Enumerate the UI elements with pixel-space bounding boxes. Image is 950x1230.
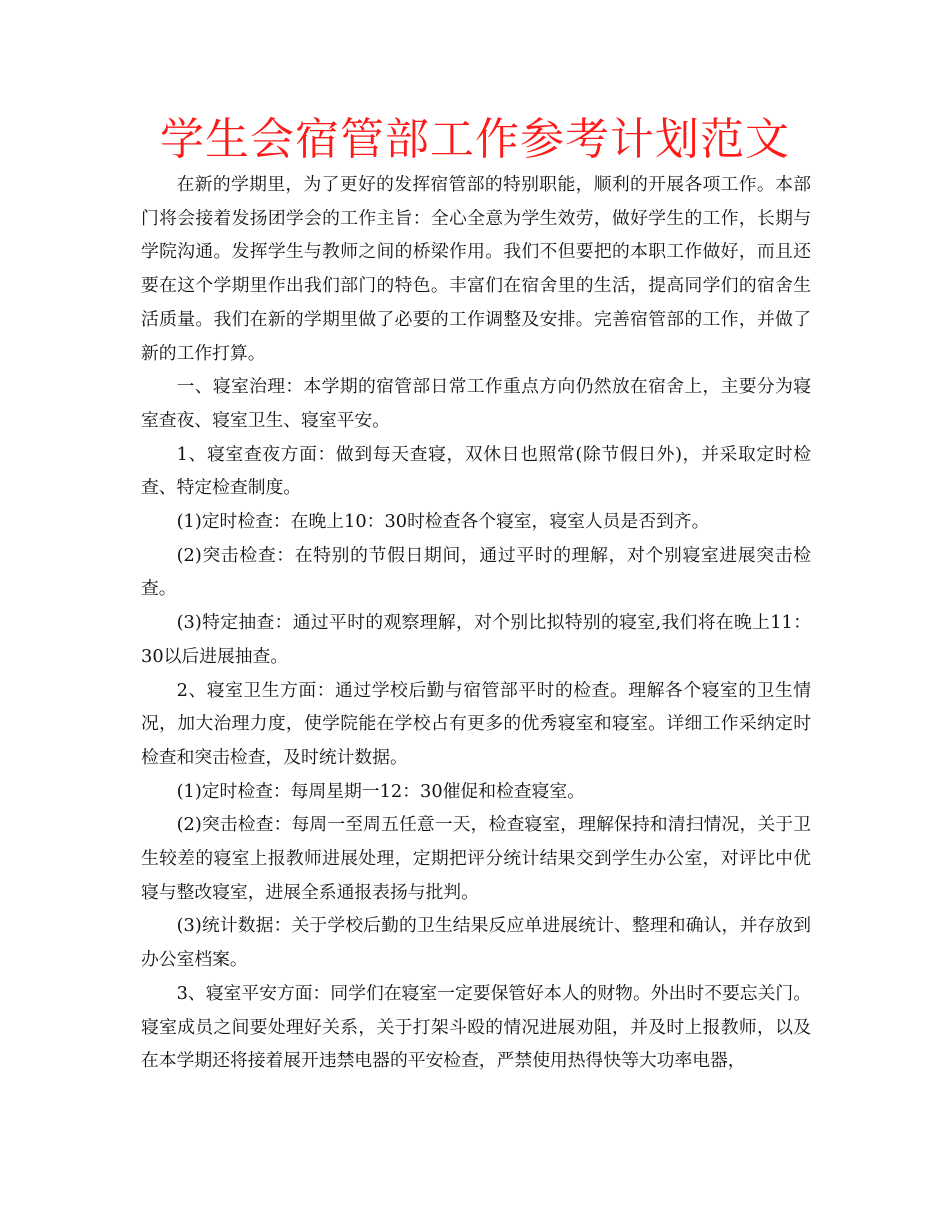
document-body — [141, 168, 811, 1078]
paragraph-item-1-2: (2)突击检查：在特别的节假日期间，通过平时的理解，对个别寝室进展突击检查。 — [141, 544, 811, 600]
paragraph-item-1-1: (1)定时检查：在晚上10：30时检查各个寝室，寝室人员是否到齐。 — [176, 511, 710, 533]
paragraph-section-1: 一、寝室治理：本学期的宿管部日常工作重点方向仍然放在宿舍上，主要分为寝室查夜、寝室卫生、寝室平安。 — [141, 376, 811, 431]
paragraph-item-2-3: (3)统计数据：关于学校后勤的卫生结果反应单进展统计、整理和确认，并存放到办公室档案。 — [141, 915, 811, 971]
paragraph-intro: 在新的学期里，为了更好的发挥宿管部的特别职能，顺利的开展各项工作。本部门将会接着发扬团学会的工作主旨：全心全意为学生效劳，做好学生的工作，长期与学院沟通。发挥学生与教师之间的桥梁作用。我们不但要把的本职工作做好，而且还要在这个学期里作出我们部门的特色。丰富们在宿舍里的生活，提高同学们的宿舍生活质量。我们在新的学期里做了必要的工作调整及安排。完善宿管部的工作，并做了新的工作打算。 — [141, 174, 811, 364]
document-title: 学生会宿管部工作参考计划范文 — [160, 114, 790, 165]
paragraph-item-2-1: (1)定时检查：每周星期一12：30催促和检查寝室。 — [176, 780, 585, 802]
paragraph-item-2: 2、寝室卫生方面：通过学校后勤与宿管部平时的检查。理解各个寝室的卫生情况，加大治理力度，使学院能在学校占有更多的优秀寝室和寝室。详细工作采纳定时检查和突击检查，及时统计数据。 — [141, 679, 811, 768]
paragraph-item-2-2: (2)突击检查：每周一至周五任意一天，检查寝室，理解保持和清扫情况，关于卫生较差的寝室上报教师进展处理，定期把评分统计结果交到学生办公室，对评比中优寝与整改寝室，进展全系通报表扬与批判。 — [141, 814, 811, 903]
paragraph-item-1-3: (3)特定抽查：通过平时的观察理解，对个别比拟特别的寝室,我们将在晚上11：30以后进展抽查。 — [141, 612, 811, 667]
paragraph-item-3: 3、寝室平安方面：同学们在寝室一定要保管好本人的财物。外出时不要忘关门。寝室成员之间要处理好关系，关于打架斗殴的情况进展劝阻，并及时上报教师，以及在本学期还将接着展开违禁电器的平安检查，严禁使用热得快等大功率电器， — [141, 982, 811, 1072]
paragraph-item-1: 1、寝室查夜方面：做到每天查寝，双休日也照常(除节假日外)，并采取定时检查、特定检查制度。 — [141, 443, 811, 499]
